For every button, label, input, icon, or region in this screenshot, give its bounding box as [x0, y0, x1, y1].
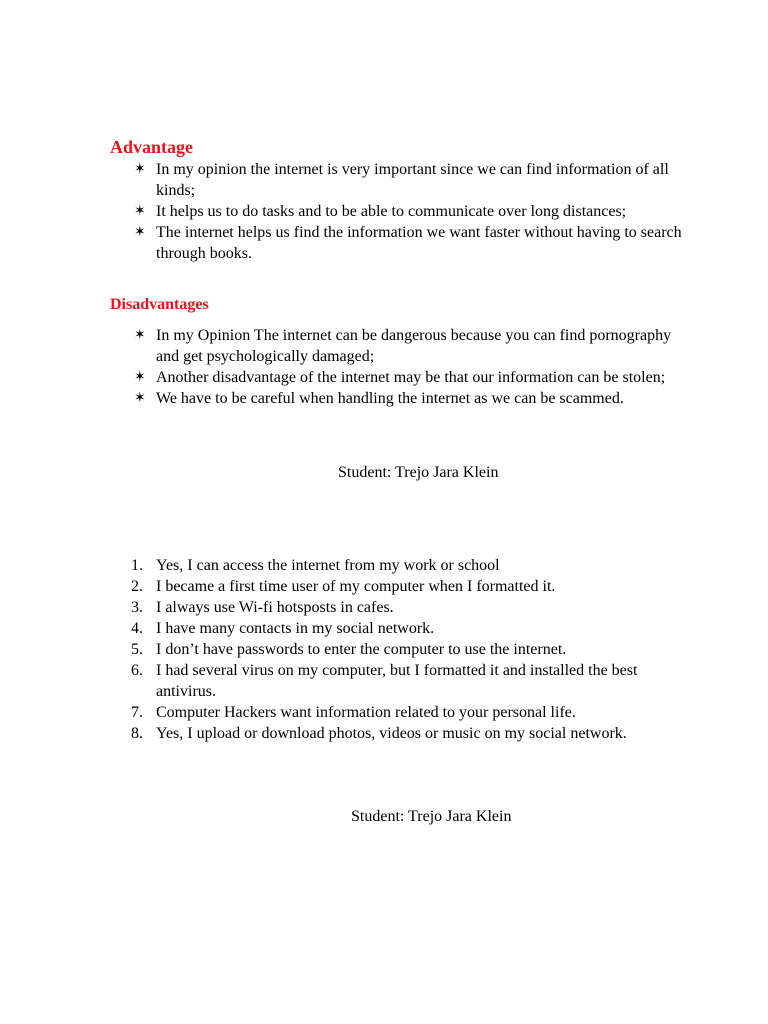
- star-bullet-icon: ✶: [134, 203, 146, 219]
- star-bullet-icon: ✶: [134, 327, 146, 343]
- list-item-text: Yes, I can access the internet from my work or school: [156, 557, 500, 574]
- list-item: [131, 723, 671, 744]
- list-number: 6.: [131, 662, 143, 679]
- student-signature: Student: Trejo Jara Klein: [338, 464, 499, 481]
- list-item: [134, 367, 694, 388]
- list-item: [134, 222, 694, 264]
- list-item: [131, 639, 671, 660]
- list-item-text: Yes, I upload or download photos, videos or music on my social network.: [156, 725, 627, 742]
- list-item-text: Another disadvantage of the internet may be that our information can be stolen;: [156, 369, 666, 386]
- list-item-text: I have many contacts in my social network.: [156, 620, 435, 637]
- list-item-text: I became a first time user of my computer when I formatted it.: [156, 578, 556, 595]
- list-item: [134, 388, 694, 409]
- list-item-text: The internet helps us find the information we want faster without having to search through books.: [156, 224, 682, 262]
- student-signature: Student: Trejo Jara Klein: [351, 808, 512, 825]
- list-number: 5.: [131, 641, 143, 658]
- advantage-heading: Advantage: [110, 137, 194, 157]
- list-item: [134, 201, 694, 222]
- advantage-list: [134, 159, 694, 264]
- star-bullet-icon: ✶: [134, 390, 146, 406]
- list-number: 3.: [131, 599, 143, 616]
- list-number: 4.: [131, 620, 143, 637]
- list-item-text: Computer Hackers want information related to your personal life.: [156, 704, 576, 721]
- list-item: [131, 597, 671, 618]
- list-item-text: I don’t have passwords to enter the computer to use the internet.: [156, 641, 567, 658]
- list-number: 1.: [131, 557, 143, 574]
- list-item: [131, 576, 671, 597]
- answers-list: [131, 555, 671, 744]
- list-item-text: In my opinion the internet is very important since we can find information of all kinds;: [156, 161, 669, 199]
- list-item-text: It helps us to do tasks and to be able to communicate over long distances;: [156, 203, 627, 220]
- list-number: 7.: [131, 704, 143, 721]
- list-number: 8.: [131, 725, 143, 742]
- list-item: [131, 702, 671, 723]
- star-bullet-icon: ✶: [134, 161, 146, 177]
- star-bullet-icon: ✶: [134, 224, 146, 240]
- disadvantages-list: [134, 325, 694, 409]
- list-item-text: We have to be careful when handling the internet as we can be scammed.: [156, 390, 624, 407]
- list-item-text: I always use Wi-fi hotsposts in cafes.: [156, 599, 394, 616]
- star-bullet-icon: ✶: [134, 369, 146, 385]
- list-number: 2.: [131, 578, 143, 595]
- list-item: [131, 618, 671, 639]
- disadvantages-heading: Disadvantages: [110, 296, 209, 313]
- list-item: [134, 325, 694, 367]
- list-item: [134, 159, 694, 201]
- list-item: [131, 660, 671, 702]
- list-item: [131, 555, 671, 576]
- list-item-text: I had several virus on my computer, but I formatted it and installed the best antivirus.: [156, 662, 638, 700]
- list-item-text: In my Opinion The internet can be dangerous because you can find pornography and get psychologically damaged;: [156, 327, 672, 365]
